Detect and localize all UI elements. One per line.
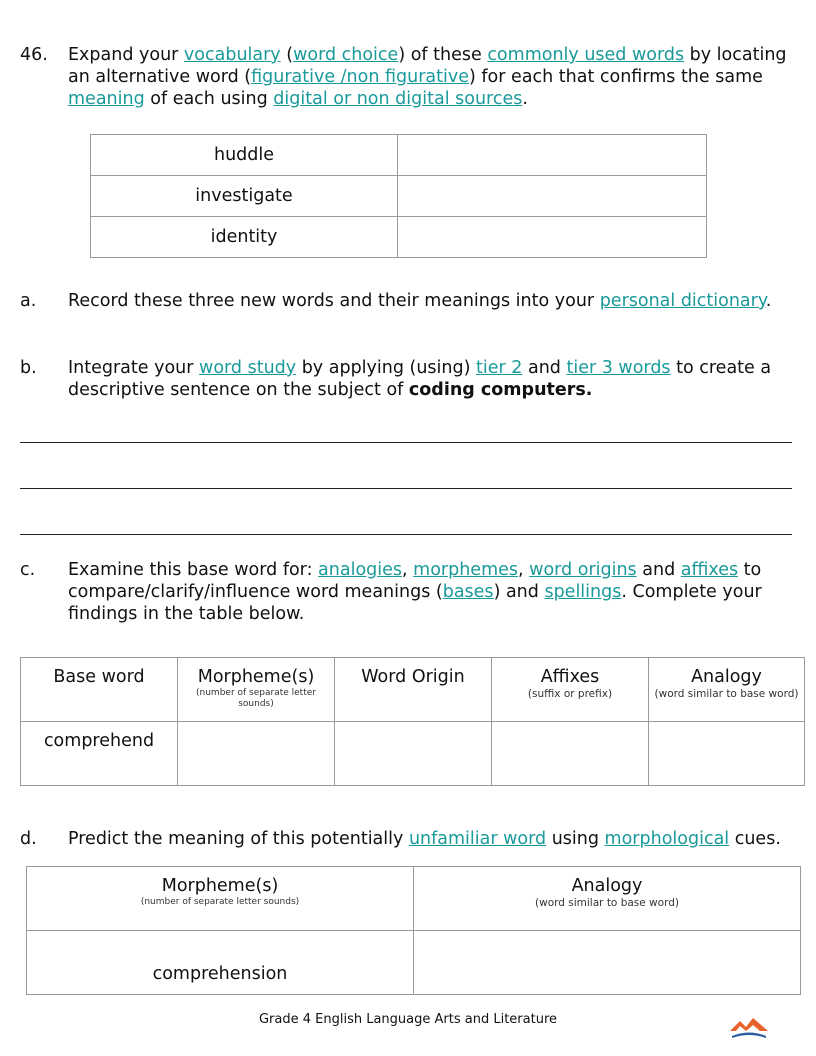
text: of each using — [144, 89, 274, 109]
text: Integrate your — [68, 358, 200, 378]
text: . — [522, 89, 528, 109]
unfamiliar-word: comprehension — [152, 964, 288, 984]
header-label: Base word — [53, 667, 145, 687]
header-label: Morpheme(s) — [161, 876, 279, 896]
link-affixes[interactable]: affixes — [680, 560, 739, 580]
subject-bold: coding computers. — [408, 380, 593, 400]
header-label: Analogy — [691, 667, 762, 687]
answer-cell[interactable] — [414, 931, 801, 995]
text: by applying (using) — [296, 358, 477, 378]
header-sublabel: (word similar to base word) — [535, 897, 679, 909]
answer-cell[interactable] — [398, 135, 707, 176]
text: ) and — [493, 582, 545, 602]
link-tier-3-words[interactable]: tier 3 words — [566, 358, 671, 378]
header-analogy — [414, 867, 801, 931]
base-word-table — [20, 657, 805, 786]
base-word: comprehend — [43, 731, 155, 751]
predict-table — [26, 866, 801, 995]
header-label: Affixes — [540, 667, 600, 687]
text: ( — [280, 45, 294, 65]
link-meaning[interactable]: meaning — [68, 89, 145, 109]
question-c — [20, 559, 800, 625]
header-morpheme — [178, 658, 335, 722]
header-sublabel: (number of separate letter sounds) — [140, 897, 300, 907]
question-b — [20, 357, 800, 401]
answer-cell[interactable] — [492, 722, 649, 786]
base-word-cell — [21, 722, 178, 786]
question-text — [68, 290, 800, 312]
link-word-choice[interactable]: word choice — [293, 45, 399, 65]
header-sublabel: (number of separate letter sounds) — [196, 688, 316, 709]
question-a — [20, 290, 800, 312]
answer-cell[interactable] — [178, 722, 335, 786]
answer-cell[interactable] — [398, 176, 707, 217]
words-table — [90, 134, 707, 258]
question-number: 46. — [20, 45, 48, 65]
text: Record these three new words and their meanings into your — [68, 291, 600, 311]
mountain-logo-icon — [728, 1014, 770, 1042]
header-analogy — [649, 658, 805, 722]
link-spellings[interactable]: spellings — [544, 582, 622, 602]
link-tier-2[interactable]: tier 2 — [476, 358, 523, 378]
table-header-row — [27, 867, 801, 931]
link-word-origins[interactable]: word origins — [529, 560, 637, 580]
text: ) of these — [398, 45, 488, 65]
header-affixes — [492, 658, 649, 722]
word-cell — [27, 931, 414, 995]
link-analogies[interactable]: analogies — [318, 560, 403, 580]
text: Predict the meaning of this potentially — [68, 829, 409, 849]
answer-cell[interactable] — [649, 722, 805, 786]
text: . — [765, 291, 772, 311]
header-label: Morpheme(s) — [197, 667, 315, 687]
text: , — [518, 560, 530, 580]
text: to create a descriptive sentence on the subject of — [68, 358, 772, 400]
question-letter: c. — [20, 560, 36, 580]
question-46 — [20, 44, 800, 110]
text: ) for each that confirms the same — [469, 67, 763, 87]
header-label: Analogy — [571, 876, 643, 896]
link-unfamiliar-word[interactable]: unfamiliar word — [408, 829, 547, 849]
table-row — [21, 722, 805, 786]
table-row — [27, 931, 801, 995]
link-personal-dictionary[interactable]: personal dictionary — [599, 291, 766, 311]
text: Expand your — [68, 45, 184, 65]
question-text — [68, 357, 800, 401]
writing-line-3[interactable] — [20, 534, 792, 535]
text: Examine this base word for: — [68, 560, 319, 580]
writing-line-1[interactable] — [20, 442, 792, 443]
header-morpheme — [27, 867, 414, 931]
question-text — [68, 44, 800, 110]
link-sources[interactable]: digital or non digital sources — [273, 89, 523, 109]
link-morphological[interactable]: morphological — [604, 829, 730, 849]
header-word-origin — [335, 658, 492, 722]
table-header-row — [21, 658, 805, 722]
table-row — [91, 135, 707, 176]
text: . Complete your findings in the table below. — [68, 582, 762, 624]
writing-line-2[interactable] — [20, 488, 792, 489]
answer-cell[interactable] — [335, 722, 492, 786]
question-d — [20, 828, 800, 850]
text: and — [636, 560, 681, 580]
question-letter: a. — [20, 291, 37, 311]
text: to compare/clarify/influence word meanings ( — [68, 560, 762, 602]
link-word-study[interactable]: word study — [199, 358, 297, 378]
text: and — [522, 358, 567, 378]
link-commonly-used-words[interactable]: commonly used words — [487, 45, 685, 65]
table-row — [91, 217, 707, 258]
word-cell: huddle — [91, 135, 398, 176]
word-cell: investigate — [91, 176, 398, 217]
text: , — [402, 560, 414, 580]
answer-cell[interactable] — [398, 217, 707, 258]
question-text — [68, 559, 800, 625]
link-figurative[interactable]: figurative /non figurative — [251, 67, 469, 87]
link-bases[interactable]: bases — [442, 582, 494, 602]
link-morphemes[interactable]: morphemes — [413, 560, 519, 580]
text: using — [546, 829, 605, 849]
text: cues. — [729, 829, 781, 849]
header-sublabel: (word similar to base word) — [654, 688, 799, 700]
question-text — [68, 828, 800, 850]
word-cell: identity — [91, 217, 398, 258]
question-letter: b. — [20, 358, 37, 378]
footer-text: Grade 4 English Language Arts and Literature — [258, 1012, 558, 1027]
header-base-word — [21, 658, 178, 722]
table-row — [91, 176, 707, 217]
link-vocabulary[interactable]: vocabulary — [183, 45, 281, 65]
header-label: Word Origin — [361, 667, 465, 687]
question-letter: d. — [20, 829, 37, 849]
text: by locating an alternative word ( — [68, 45, 787, 87]
header-sublabel: (suffix or prefix) — [527, 688, 613, 700]
